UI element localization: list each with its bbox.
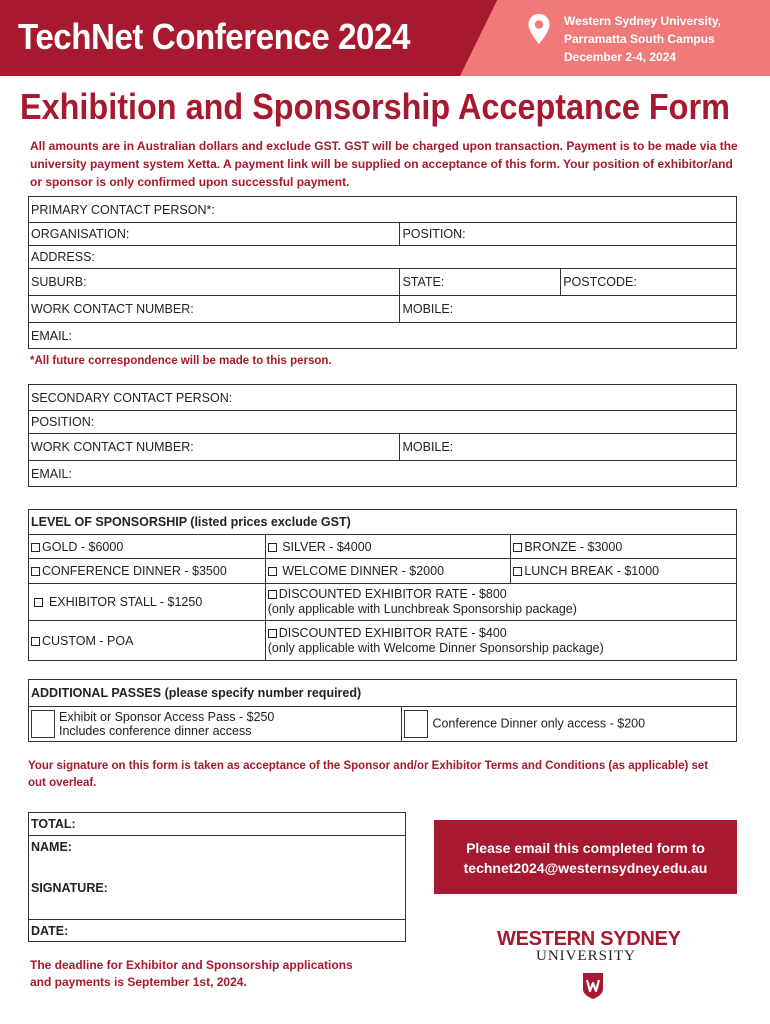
checkbox[interactable] xyxy=(268,543,277,552)
checkbox[interactable] xyxy=(268,567,277,576)
form-title: Exhibition and Sponsorship Acceptance Form xyxy=(20,86,730,127)
secondary-contact-table xyxy=(28,384,737,487)
conference-title: TechNet Conference 2024 xyxy=(18,16,410,57)
option-label: GOLD - $6000 xyxy=(42,539,124,554)
state-field[interactable]: STATE: xyxy=(400,269,561,296)
checkbox[interactable] xyxy=(268,590,277,599)
option-bronze[interactable] xyxy=(511,535,737,559)
suburb-field[interactable]: SUBURB: xyxy=(29,269,400,296)
name-field[interactable]: NAME: xyxy=(29,836,406,858)
secondary-email-field[interactable]: EMAIL: xyxy=(29,461,737,487)
pass-label: Conference Dinner only access - $200 xyxy=(432,716,646,731)
primary-contact-note: *All future correspondence will be made to this person. xyxy=(30,355,332,367)
option-label: DISCOUNTED EXHIBITOR RATE - $400 xyxy=(278,625,507,640)
option-welcome-dinner[interactable] xyxy=(265,559,511,584)
secondary-mobile-field[interactable]: MOBILE: xyxy=(400,434,737,461)
location-line: Parramatta South Campus xyxy=(564,32,715,46)
checkbox[interactable] xyxy=(31,567,40,576)
primary-contact-table xyxy=(28,196,737,349)
option-label: WELCOME DINNER - $2000 xyxy=(282,564,445,578)
option-lunch-break[interactable] xyxy=(511,559,737,584)
position-field[interactable]: POSITION: xyxy=(400,223,737,246)
option-custom[interactable] xyxy=(29,621,266,661)
location-line: Western Sydney University, xyxy=(564,14,721,28)
option-conference-dinner[interactable] xyxy=(29,559,266,584)
option-label: CUSTOM - POA xyxy=(42,633,134,648)
email-field[interactable]: EMAIL: xyxy=(29,323,737,349)
university-shield-icon xyxy=(582,972,604,1000)
checkbox[interactable] xyxy=(513,567,522,576)
checkbox[interactable] xyxy=(268,629,277,638)
option-label: DISCOUNTED EXHIBITOR RATE - $800 xyxy=(278,587,507,601)
event-dates: December 2-4, 2024 xyxy=(564,50,677,64)
university-logo-sub: UNIVERSITY xyxy=(536,948,636,964)
checkbox[interactable] xyxy=(513,543,522,552)
deadline-note xyxy=(30,957,353,991)
date-field[interactable]: DATE: xyxy=(29,920,406,942)
postcode-field[interactable]: POSTCODE: xyxy=(561,269,737,296)
option-note: (only applicable with Welcome Dinner Sponsorship package) xyxy=(267,640,604,655)
intro-paragraph: All amounts are in Australian dollars and exclude GST. GST will be charged upon transaction. Payment is to be made via the university payment system Xetta. A payment link will be supplied on acceptance of this form. Your position of exhibitor/and or sponsor is only confirmed upon successful payment. xyxy=(30,139,738,189)
work-number-field[interactable]: WORK CONTACT NUMBER: xyxy=(29,296,400,323)
email-instruction-box xyxy=(434,820,737,894)
quantity-box[interactable] xyxy=(31,710,55,738)
option-label: SILVER - $4000 xyxy=(282,539,372,554)
secondary-work-number-field[interactable]: WORK CONTACT NUMBER: xyxy=(29,434,400,461)
email-address-link[interactable]: technet2024@westernsydney.edu.au xyxy=(463,860,708,876)
option-discount-800[interactable] xyxy=(265,584,736,621)
option-note: (only applicable with Lunchbreak Sponsorship package) xyxy=(267,602,577,616)
option-label: CONFERENCE DINNER - $3500 xyxy=(42,564,227,578)
option-discount-400[interactable] xyxy=(265,621,736,661)
checkbox[interactable] xyxy=(31,637,40,646)
signature-field[interactable]: SIGNATURE: xyxy=(29,858,406,920)
option-silver[interactable] xyxy=(265,535,511,559)
secondary-position-field[interactable]: POSITION: xyxy=(29,411,737,434)
deadline-line: The deadline for Exhibitor and Sponsorship applications xyxy=(30,958,353,972)
option-label: EXHIBITOR STALL - $1250 xyxy=(48,595,203,609)
access-pass-option[interactable] xyxy=(29,707,402,742)
university-logo-name: WESTERN SYDNEY xyxy=(497,928,681,950)
passes-title: ADDITIONAL PASSES (please specify number required) xyxy=(29,680,737,707)
sponsorship-table xyxy=(28,509,737,661)
passes-table xyxy=(28,679,737,742)
checkbox[interactable] xyxy=(31,543,40,552)
sponsorship-title: LEVEL OF SPONSORSHIP (listed prices exclude GST) xyxy=(29,510,737,535)
option-label: BRONZE - $3000 xyxy=(524,539,623,554)
option-gold[interactable] xyxy=(29,535,266,559)
mobile-field[interactable]: MOBILE: xyxy=(400,296,737,323)
option-exhibitor-stall[interactable] xyxy=(29,584,266,621)
option-label: LUNCH BREAK - $1000 xyxy=(524,564,660,578)
event-location xyxy=(564,12,721,66)
signature-table xyxy=(28,812,406,942)
checkbox[interactable] xyxy=(34,598,43,607)
location-pin-icon xyxy=(527,13,551,45)
pass-note: Includes conference dinner access xyxy=(59,724,252,738)
quantity-box[interactable] xyxy=(404,710,428,738)
primary-contact-field[interactable]: PRIMARY CONTACT PERSON*: xyxy=(29,197,737,223)
deadline-line: and payments is September 1st, 2024. xyxy=(30,975,247,989)
secondary-contact-field[interactable]: SECONDARY CONTACT PERSON: xyxy=(29,385,737,411)
signature-acceptance-note: Your signature on this form is taken as acceptance of the Sponsor and/or Exhibitor Terms and Conditions (as applicable) set out overleaf. xyxy=(28,760,709,789)
dinner-pass-option[interactable] xyxy=(402,707,737,742)
email-instruction: Please email this completed form to xyxy=(466,840,705,856)
total-field[interactable]: TOTAL: xyxy=(29,813,406,836)
organisation-field[interactable]: ORGANISATION: xyxy=(29,223,400,246)
pass-label: Exhibit or Sponsor Access Pass - $250 xyxy=(59,710,275,724)
address-field[interactable]: ADDRESS: xyxy=(29,246,737,269)
